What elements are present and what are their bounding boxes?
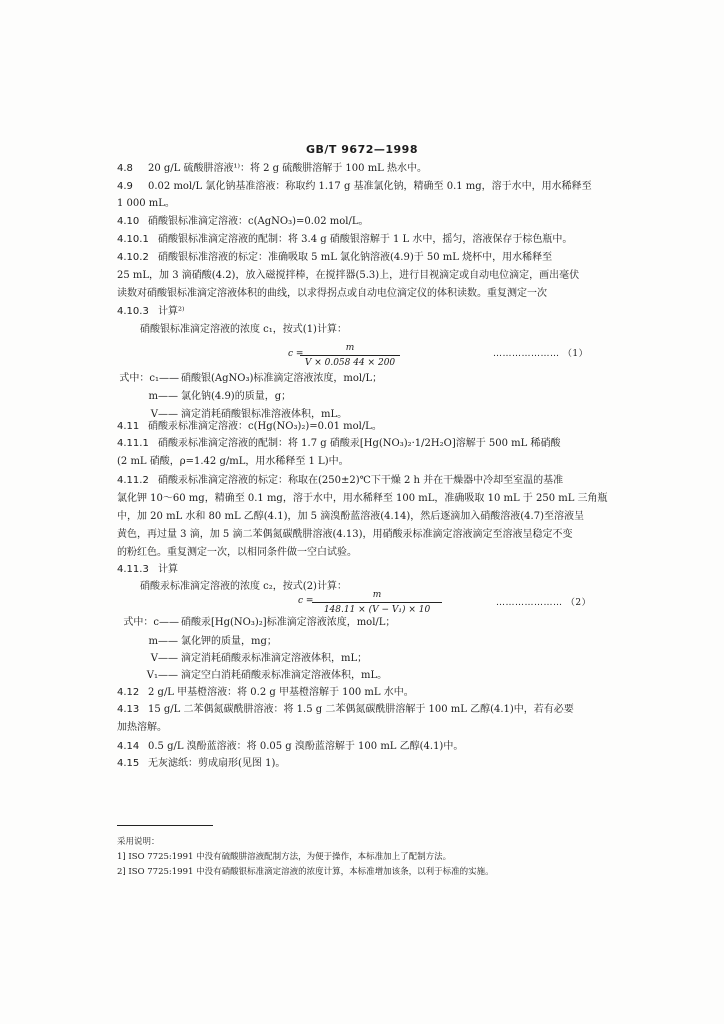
clause-text: 的粉红色。重复测定一次，以相同条件做一空白试验。 [117, 547, 357, 558]
equation-1 [288, 342, 400, 369]
equation-2-tag: （2） [565, 598, 592, 608]
clause-text: 加热溶解。 [117, 722, 167, 733]
clause-text: 氯化钾 10～60 mg，精确至 0.1 mg，溶于水中，用水稀释至 100 mL，准确吸取 10 mL 于 250 mL 三角瓶 [117, 493, 608, 504]
equation-1-denominator: V × 0.058 44 × 200 [304, 358, 396, 368]
clause-number: 4.11.2 [117, 475, 149, 486]
where-definition: 滴定消耗硝酸银标准溶液体积，mL。 [181, 409, 348, 420]
clause-text: 中，加 20 mL 水和 80 mL 乙醇(4.1)，加 5 滴溴酚蓝溶液(4.14)，然后逐滴加入硝酸溶液(4.7)至溶液呈 [117, 511, 584, 522]
where-definition: 氯化钾的质量，mg； [181, 636, 277, 647]
clause-number: 4.9 [117, 181, 133, 192]
footnote: 2] ISO 7725:1991 中没有硝酸银标准滴定溶液的浓度计算，本标准增加该条，以利于标准的实施。 [117, 867, 494, 877]
where-definition: 硝酸汞[Hg(NO₃)₂]标准滴定溶液浓度，mol/L； [181, 617, 396, 628]
standard-header: GB/T 9672—1998 [306, 143, 418, 156]
clause-text: 硝酸银标准溶液的标定：准确吸取 5 mL 氯化钠溶液(4.9)于 50 mL 烧杯中，用水稀释至 [158, 252, 553, 263]
clause-text: 2 g/L 甲基橙溶液：将 0.2 g 甲基橙溶解于 100 mL 水中。 [148, 687, 414, 698]
clause-text: 25 mL，加 3 滴硝酸(4.2)，放入磁搅拌棒，在搅拌器(5.3)上，进行目视滴定或自动电位滴定，画出毫伏 [117, 270, 580, 281]
where-definition: 滴定消耗硝酸汞标准滴定溶液体积，mL； [181, 653, 368, 664]
clause-text: 黄色，再过量 3 滴，加 5 滴二苯偶氮碳酰肼溶液(4.13)，用硝酸汞标准滴定溶液滴定至溶液呈稳定不变 [117, 529, 573, 540]
clause-number: 4.11.1 [117, 438, 149, 449]
clause-text: 计算²⁾ [158, 306, 185, 317]
clause-number: 4.13 [117, 704, 140, 715]
clause-text: 硝酸银标准滴定溶液的配制：将 3.4 g 硝酸银溶解于 1 L 水中，摇匀，溶液保存于棕色瓶中。 [158, 234, 573, 245]
equation-2-lhs: c = [298, 596, 314, 606]
where-symbol: m—— [148, 636, 178, 647]
footnote-rule [117, 825, 213, 826]
clause-number: 4.10 [117, 216, 140, 227]
clause-text: 15 g/L 二苯偶氮碳酰肼溶液：将 1.5 g 二苯偶氮碳酰肼溶解于 100 mL 乙醇(4.1)中，若有必要 [148, 704, 574, 715]
clause-number: 4.15 [117, 758, 140, 769]
clause-number: 4.8 [117, 163, 133, 174]
where-definition: 滴定空白消耗硝酸汞标准滴定溶液体积，mL。 [181, 670, 388, 681]
where-symbol: m—— [148, 391, 178, 402]
equation-2 [298, 589, 442, 616]
footnote: 1] ISO 7725:1991 中没有硫酸肼溶液配制方法，为便于操作，本标准加上了配制方法。 [117, 852, 452, 862]
clause-text: 0.02 mol/L 氯化钠基准溶液：称取约 1.17 g 基准氯化钠，精确至 0.1 mg，溶于水中，用水稀释至 [148, 181, 592, 192]
equation-2-numerator: m [372, 590, 382, 600]
where-symbol: V—— [150, 653, 178, 664]
equation-1-leader: ………………… （1） [493, 349, 589, 359]
clause-number: 4.11 [117, 421, 140, 432]
clause-text: 读数对硝酸银标准滴定溶液体积的曲线，以求得拐点或自动电位滴定仪的体积读数。重复测定一次 [117, 288, 547, 299]
equation-1-lhs: c = [288, 349, 304, 359]
clause-number: 4.11.3 [117, 564, 149, 575]
where-definition: 氯化钠(4.9)的质量，g； [181, 391, 292, 402]
clause-text: 硝酸汞标准滴定溶液的配制：将 1.7 g 硝酸汞[Hg(NO₃)₂·1/2H₂O]溶解于 500 mL 稀硝酸 [158, 438, 561, 449]
clause-number: 4.14 [117, 741, 140, 752]
clause-text: 无灰滤纸：剪成扇形(见图 1)。 [148, 758, 286, 769]
where-symbol: 式中：c₁—— [119, 373, 179, 384]
clause-text: 20 g/L 硫酸肼溶液¹⁾：将 2 g 硫酸肼溶解于 100 mL 热水中。 [148, 163, 428, 174]
where-symbol: V—— [150, 409, 178, 420]
equation-2-denominator: 148.11 × (V − V₁) × 10 [323, 605, 431, 615]
equation-2-leader: ………………… （2） [496, 598, 592, 608]
clause-text: 硝酸银标准滴定溶液的浓度 c₁，按式(1)计算： [140, 324, 347, 335]
clause-text: 计算 [158, 564, 178, 575]
where-symbol: V₁—— [146, 670, 178, 681]
clause-text: 硝酸汞标准滴定溶液的浓度 c₂，按式(2)计算： [140, 581, 347, 592]
equation-1-numerator: m [345, 343, 355, 353]
clause-number: 4.12 [117, 687, 140, 698]
footnote-heading: 采用说明： [117, 837, 160, 847]
where-symbol: 式中：c—— [123, 617, 179, 628]
equation-1-tag: （1） [562, 349, 589, 359]
clause-text: (2 mL 硝酸，ρ=1.42 g/mL，用水稀释至 1 L)中。 [117, 456, 349, 467]
clause-text: 硝酸汞标准滴定溶液：c(Hg(NO₃)₂)=0.01 mol/L。 [148, 421, 382, 432]
clause-number: 4.10.3 [117, 306, 149, 317]
clause-text: 硝酸银标准滴定溶液：c(AgNO₃)=0.02 mol/L。 [148, 216, 369, 227]
clause-number: 4.10.1 [117, 234, 149, 245]
where-definition: 硝酸银(AgNO₃)标准滴定溶液浓度，mol/L； [181, 373, 383, 384]
clause-number: 4.10.2 [117, 252, 149, 263]
clause-text: 硝酸汞标准滴定溶液的标定：称取在(250±2)℃下干燥 2 h 并在干燥器中冷却至室温的基准 [158, 475, 564, 486]
clause-text: 0.5 g/L 溴酚蓝溶液：将 0.05 g 溴酚蓝溶解于 100 mL 乙醇(4.1)中。 [148, 741, 464, 752]
clause-text: 1 000 mL。 [117, 198, 175, 209]
